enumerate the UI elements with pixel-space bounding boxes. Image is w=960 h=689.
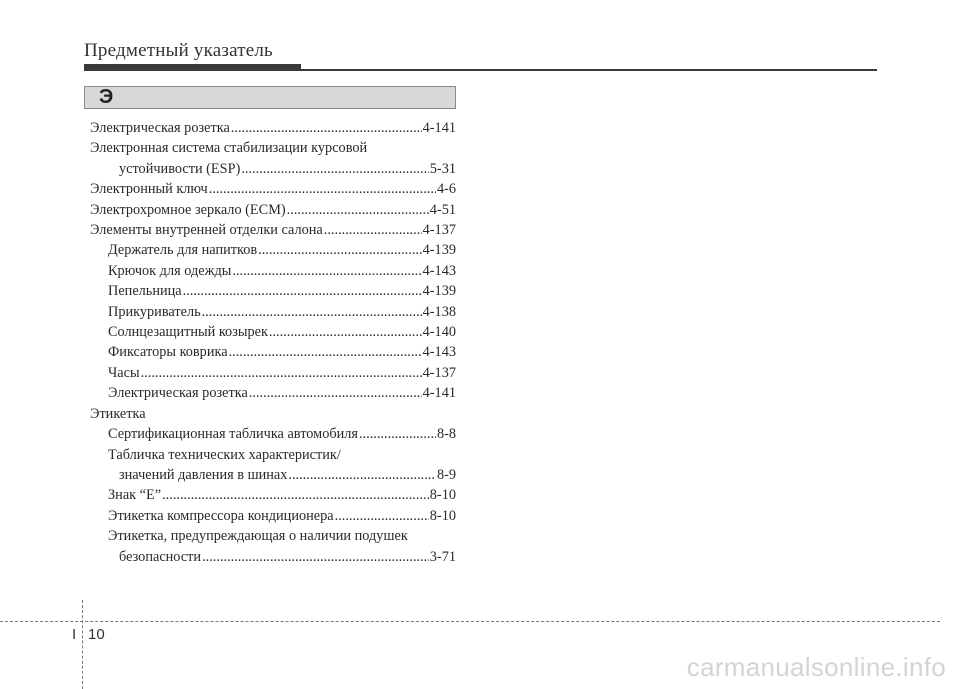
index-entry-page: 4-137 — [422, 222, 456, 239]
index-entry-page: 8-9 — [436, 466, 456, 483]
page-header-title: Предметный указатель — [84, 40, 273, 61]
dot-leader — [231, 118, 422, 138]
index-entry — [90, 526, 456, 546]
index-entry-text: безопасности — [119, 548, 202, 565]
index-entry-page: 4-138 — [422, 303, 456, 320]
index-entry-text: Этикетка, предупреждающая о наличии подушек — [108, 528, 408, 545]
dot-leader — [209, 179, 436, 199]
index-entry-text: Этикетка компрессора кондиционера — [108, 507, 334, 524]
index-entry-text: значений давления в шинах — [119, 466, 288, 483]
section-letter-box — [84, 86, 456, 109]
index-entry — [90, 547, 456, 567]
index-entry-text: Держатель для напитков — [108, 242, 258, 259]
index-entry — [90, 240, 456, 260]
dot-leader — [249, 383, 422, 403]
footer-section-number: I — [72, 626, 77, 643]
index-entry-text: Солнцезащитный козырек — [108, 324, 268, 341]
index-entry — [90, 200, 456, 220]
index-entry-page: 8-10 — [429, 487, 456, 504]
index-entry-page: 4-139 — [422, 242, 456, 259]
index-entry — [90, 302, 456, 322]
watermark-text: carmanualsonline.info — [686, 652, 946, 682]
index-entry — [90, 363, 456, 383]
index-entry-text: Фиксаторы коврика — [108, 344, 228, 361]
dot-leader — [202, 302, 422, 322]
index-entry — [90, 261, 456, 281]
index-entry — [90, 342, 456, 362]
index-entry — [90, 281, 456, 301]
index-entry — [90, 424, 456, 444]
dot-leader — [241, 159, 428, 179]
index-entry-page: 4-139 — [422, 283, 456, 300]
section-letter: Э — [99, 86, 114, 108]
index-entry-text: устойчивости (ESP) — [119, 160, 241, 177]
index-entry — [90, 179, 456, 199]
dot-leader — [162, 485, 429, 505]
index-entry-page: 4-6 — [436, 181, 456, 198]
index-entry-page: 4-140 — [422, 324, 456, 341]
dot-leader — [202, 547, 429, 567]
dot-leader — [335, 506, 429, 526]
index-entry-page: 5-31 — [429, 160, 456, 177]
index-entry-text: Прикуриватель — [108, 303, 201, 320]
dot-leader — [288, 465, 436, 485]
index-entry — [90, 485, 456, 505]
dot-leader — [324, 220, 422, 240]
dot-leader — [359, 424, 436, 444]
index-entry-page: 4-137 — [422, 364, 456, 381]
index-entry-page: 4-141 — [422, 385, 456, 402]
index-entry — [90, 322, 456, 342]
index-entry — [90, 445, 456, 465]
index-entry-text: Часы — [108, 364, 140, 381]
index-entry — [90, 383, 456, 403]
index-entry-text: Электрохромное зеркало (ECM) — [90, 201, 286, 218]
index-list — [90, 118, 456, 567]
header-rule-thick — [84, 64, 301, 71]
index-entry-text: Элементы внутренней отделки салона — [90, 222, 323, 239]
index-entry-page: 8-8 — [436, 426, 456, 443]
index-entry-page: 8-10 — [429, 507, 456, 524]
footer-dashed-rule — [0, 621, 940, 622]
dot-leader — [287, 200, 429, 220]
footer-page-number: 10 — [88, 626, 105, 643]
index-entry — [90, 220, 456, 240]
index-entry-text: Электрическая розетка — [90, 120, 230, 136]
index-entry-text: Знак “E” — [108, 487, 162, 504]
header-rule-thin — [301, 69, 877, 71]
index-entry — [90, 465, 456, 485]
index-entry-page: 4-51 — [429, 201, 456, 218]
index-entry — [90, 404, 456, 424]
dot-leader — [229, 342, 422, 362]
dot-leader — [141, 363, 422, 383]
index-entry-page: 3-71 — [429, 548, 456, 565]
index-entry — [90, 118, 456, 138]
dot-leader — [258, 240, 422, 260]
index-entry — [90, 159, 456, 179]
index-entry-text: Пепельница — [108, 283, 182, 300]
index-entry-text: Крючок для одежды — [108, 262, 232, 279]
index-entry — [90, 138, 456, 158]
index-entry — [90, 506, 456, 526]
index-entry-text: Табличка технических характеристик/ — [108, 446, 341, 463]
index-entry-page: 4-141 — [422, 120, 456, 136]
dot-leader — [269, 322, 422, 342]
dot-leader — [183, 281, 422, 301]
index-entry-text: Этикетка — [90, 405, 146, 422]
index-entry-text: Электронная система стабилизации курсовой — [90, 140, 368, 157]
dot-leader — [232, 261, 421, 281]
index-entry-page: 4-143 — [422, 344, 456, 361]
index-entry-text: Электрическая розетка — [108, 385, 248, 402]
index-entry-text: Электронный ключ — [90, 181, 208, 198]
index-entry-page: 4-143 — [422, 262, 456, 279]
footer-vertical-dashed-rule — [82, 600, 83, 689]
index-entry-text: Сертификационная табличка автомобиля — [108, 426, 358, 443]
